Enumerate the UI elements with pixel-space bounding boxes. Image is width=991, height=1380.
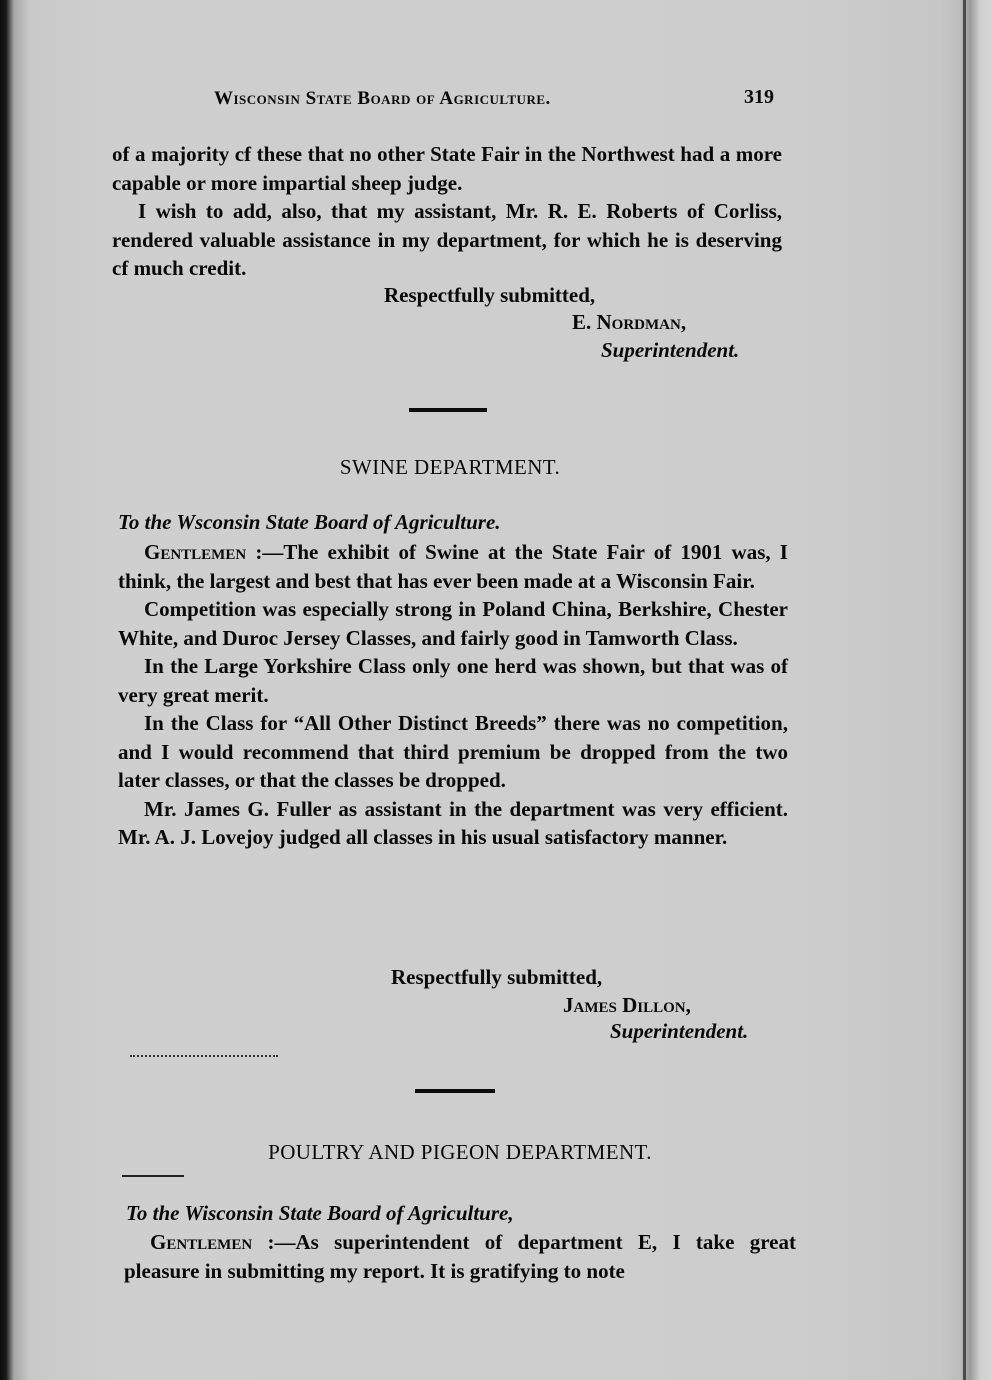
running-header-title: Wisconsin State Board of Agriculture. [214,88,551,109]
swine-paragraph-2: Competition was especially strong in Poland China, Berkshire, Chester White, and Duroc Jersey Classes, and fairly good in Tamworth Class. [118,597,788,650]
section-divider-rule [409,408,487,412]
dotted-print-mark [130,1055,278,1057]
swine-signer-title: Superintendent. [610,1019,749,1043]
sheep-paragraph-1: of a majority cf these that no other State Fair in the Northwest had a more capable or more impartial sheep judge. [112,142,782,195]
poultry-greeting: Gentlemen : [150,1230,275,1254]
swine-paragraph-3: In the Large Yorkshire Class only one herd was shown, but that was of very great merit. [118,654,788,707]
poultry-report-body [124,1228,796,1285]
sheep-signer-title: Superintendent. [601,338,740,362]
poultry-paragraph-1: Gentlemen :—As superintendent of department E, I take great pleasure in submitting my report. It is gratifying to note [124,1230,796,1283]
swine-greeting: Gentlemen : [144,540,263,564]
swine-department-heading: SWINE DEPARTMENT. [339,455,561,479]
sheep-paragraph-2: I wish to add, also, that my assistant, Mr. R. E. Roberts of Corliss, rendered valuable assistance in my department, for which he is deserving cf much credit. [112,199,782,280]
swine-signer-name: James Dillon, [563,993,691,1017]
swine-report-body [118,538,788,852]
sheep-signer-name: E. Nordman, [572,310,687,334]
sheep-closing: Respectfully submitted, [384,283,596,307]
swine-closing: Respectfully submitted, [391,965,603,989]
section-divider-rule [415,1089,495,1093]
poultry-salutation: To the Wisconsin State Board of Agriculture, [126,1201,514,1225]
swine-paragraph-1: Gentlemen :—The exhibit of Swine at the State Fair of 1901 was, I think, the largest and best that has ever been made at a Wisconsin Fair. [118,540,788,593]
sheep-report-body [112,140,782,283]
swine-paragraph-5: Mr. James G. Fuller as assistant in the department was very efficient. Mr. A. J. Lovejoy judged all classes in his usual satisfactory manner. [118,796,788,849]
short-dash-mark [122,1175,184,1177]
swine-paragraph-4: In the Class for “All Other Distinct Breeds” there was no competition, and I would recommend that third premium be dropped from the two later classes, or that the classes be dropped. [118,711,788,792]
swine-salutation: To the Wsconsin State Board of Agriculture. [118,510,501,534]
page-number: 319 [744,86,774,108]
poultry-department-heading: POULTRY AND PIGEON DEPARTMENT. [268,1140,652,1164]
